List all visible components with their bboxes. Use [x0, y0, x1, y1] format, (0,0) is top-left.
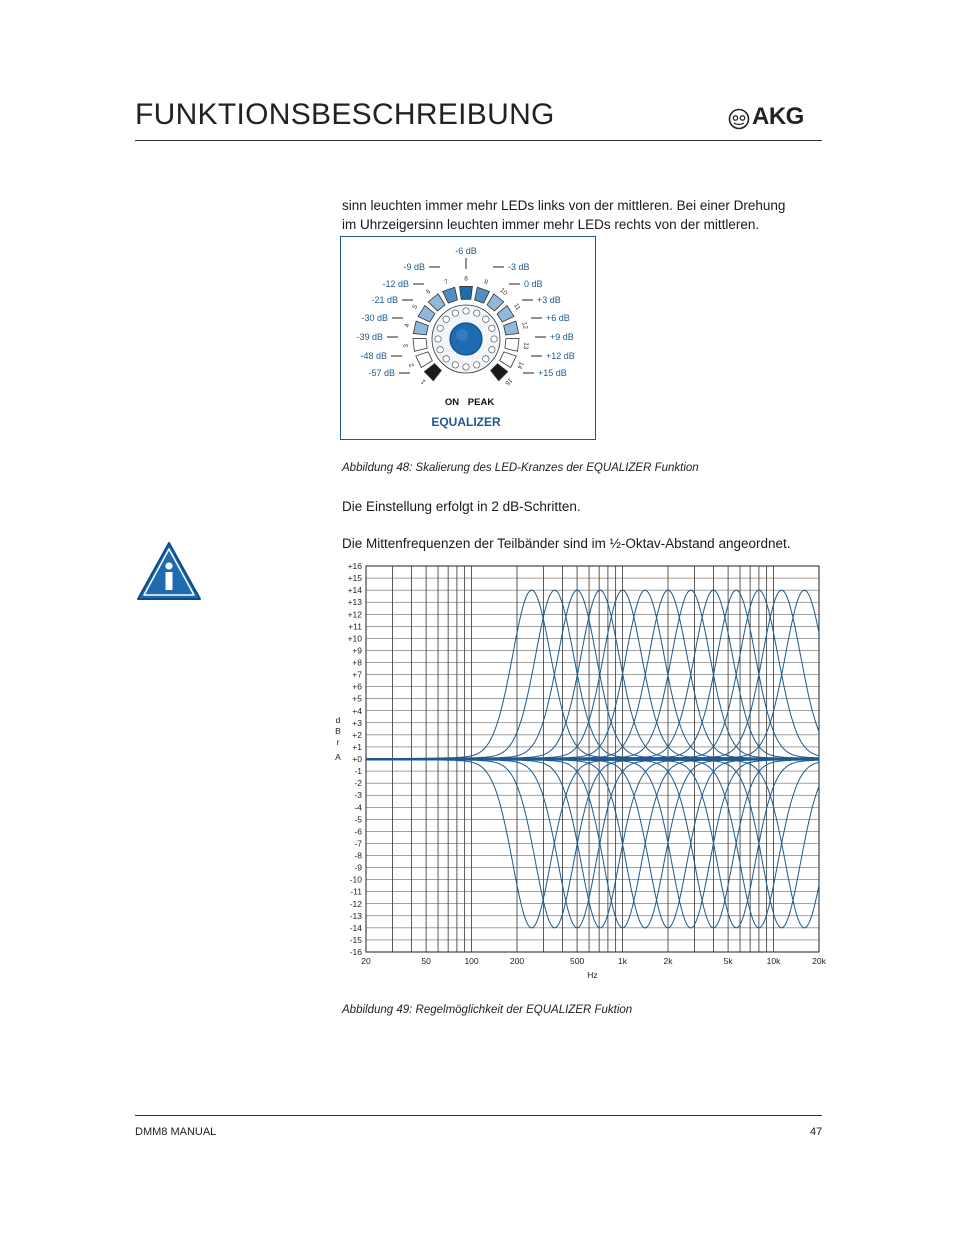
- x-tick-label: 50: [421, 956, 431, 966]
- knob-highlight: [456, 329, 468, 341]
- paragraph-line: sinn leuchten immer mehr LEDs links von der mittleren. Bei einer Drehung: [342, 198, 786, 213]
- led-number-label: 1: [419, 377, 428, 386]
- akg-emblem-icon: [728, 108, 750, 130]
- led-scale-label: -21 dB: [371, 295, 398, 305]
- led-segment: [500, 352, 517, 368]
- y-tick-label: +15: [347, 573, 362, 584]
- y-tick-label: +3: [352, 717, 362, 728]
- y-tick-label: -11: [350, 886, 362, 897]
- led-number-label: 4: [403, 323, 412, 329]
- y-tick-label: +1: [352, 741, 362, 752]
- y-tick-label: -9: [354, 862, 362, 873]
- led-number-label: 3: [402, 343, 411, 348]
- led-scale-label: -30 dB: [361, 313, 388, 323]
- y-tick-label: -16: [349, 947, 362, 957]
- on-label: ON: [444, 397, 460, 408]
- led-number-label: 14: [515, 360, 525, 370]
- x-tick-label: 1k: [618, 956, 628, 966]
- led-segment: [487, 294, 504, 311]
- y-tick-label: +13: [347, 597, 362, 608]
- page-title: FUNKTIONSBESCHREIBUNG: [135, 98, 555, 131]
- led-scale-label: +15 dB: [538, 368, 567, 378]
- led-number-label: 6: [424, 288, 433, 296]
- led-scale-label: -6 dB: [455, 246, 477, 256]
- knob-tooth: [452, 310, 458, 316]
- peak-label: PEAK: [467, 397, 495, 408]
- led-scale-label: +12 dB: [546, 351, 575, 361]
- knob-tooth: [443, 356, 449, 362]
- paragraph-steps: Die Einstellung erfolgt in 2 dB-Schritten.: [342, 499, 581, 514]
- y-tick-label: -7: [354, 838, 362, 849]
- led-number-label: 10: [498, 287, 509, 298]
- led-ring-diagram: [341, 237, 595, 439]
- led-scale-label: +9 dB: [550, 332, 574, 342]
- y-tick-label: -5: [354, 814, 362, 825]
- y-tick-label: -6: [354, 826, 362, 837]
- equalizer-led-ring-figure: [340, 236, 596, 440]
- figure-48-caption: Abbildung 48: Skalierung des LED-Kranzes der EQUALIZER Funktion: [342, 462, 699, 474]
- led-scale-label: -57 dB: [368, 368, 395, 378]
- x-tick-label: 20k: [812, 956, 826, 966]
- y-tick-label: +11: [348, 621, 362, 632]
- x-tick-label: 200: [509, 956, 525, 966]
- led-scale-label: -3 dB: [508, 262, 530, 272]
- knob-tooth: [483, 316, 489, 322]
- knob-tooth: [463, 308, 469, 314]
- y-tick-label: -4: [354, 802, 362, 813]
- y-tick-label: -12: [349, 898, 362, 909]
- knob-tooth: [452, 362, 458, 368]
- y-tick-label: +2: [352, 729, 362, 740]
- y-axis-label-letter: A: [335, 751, 341, 762]
- paragraph-led-description: [342, 196, 785, 234]
- y-tick-label: +14: [347, 585, 362, 596]
- equalizer-response-plot: [330, 556, 830, 986]
- y-tick-label: -1: [354, 766, 362, 777]
- y-tick-label: +7: [352, 669, 362, 680]
- y-tick-label: -2: [354, 778, 362, 789]
- led-scale-label: +6 dB: [546, 313, 570, 323]
- led-number-label: 15: [503, 376, 514, 387]
- y-tick-label: -13: [349, 910, 362, 921]
- y-tick-label: -14: [349, 922, 362, 933]
- led-number-label: 7: [443, 278, 450, 287]
- y-tick-label: +12: [347, 609, 362, 620]
- y-tick-label: +0: [352, 754, 362, 764]
- knob-tooth: [474, 310, 480, 316]
- y-tick-label: +5: [352, 693, 362, 704]
- y-tick-label: +16: [347, 561, 362, 571]
- led-number-label: 11: [512, 302, 522, 312]
- knob-tooth: [437, 325, 443, 331]
- akg-logo-text: AKG: [752, 103, 804, 130]
- led-number-label: 5: [411, 303, 420, 311]
- led-segment: [505, 339, 519, 352]
- x-axis-label: Hz: [587, 970, 598, 980]
- akg-logo: [728, 104, 824, 132]
- header-rule: [135, 140, 822, 141]
- led-segment: [443, 287, 458, 303]
- footer-manual-name: DMM8 MANUAL: [135, 1126, 217, 1138]
- led-scale-label: -39 dB: [356, 332, 383, 342]
- knob-tooth: [437, 347, 443, 353]
- knob-tooth: [483, 356, 489, 362]
- y-tick-label: +8: [352, 657, 362, 668]
- led-segment: [428, 294, 445, 311]
- x-tick-label: 2k: [663, 956, 673, 966]
- led-number-label: 12: [520, 321, 529, 330]
- knob-tooth: [474, 362, 480, 368]
- y-tick-label: +10: [347, 633, 362, 644]
- paragraph-line: im Uhrzeigersinn leuchten immer mehr LEDs rechts von der mittleren.: [342, 217, 760, 232]
- knob-tooth: [489, 347, 495, 353]
- y-axis-label-letter: d: [335, 714, 341, 725]
- y-tick-label: -15: [349, 934, 362, 945]
- led-segment: [460, 286, 473, 299]
- knob-tooth: [489, 325, 495, 331]
- y-tick-label: +4: [352, 705, 362, 716]
- led-segment: [413, 339, 427, 352]
- led-segment: [504, 321, 519, 335]
- led-segment: [475, 287, 490, 303]
- equalizer-label: EQUALIZER: [431, 415, 501, 429]
- x-tick-label: 5k: [723, 956, 733, 966]
- led-segment: [491, 364, 508, 381]
- led-segment: [424, 364, 441, 381]
- y-tick-label: +9: [352, 645, 362, 656]
- knob-tooth: [491, 336, 497, 342]
- led-number-label: 8: [464, 275, 468, 283]
- led-number-label: 13: [521, 341, 530, 350]
- y-tick-label: -10: [349, 874, 362, 885]
- page-number: 47: [810, 1126, 823, 1138]
- equalizer-response-chart: [330, 556, 830, 986]
- y-tick-label: -3: [354, 790, 362, 801]
- x-tick-label: 100: [464, 956, 479, 966]
- knob-tooth: [435, 336, 441, 342]
- x-tick-label: 500: [569, 956, 585, 966]
- figure-49-caption: Abbildung 49: Regelmöglichkeit der EQUALIZER Fuktion: [342, 1004, 633, 1016]
- led-scale-label: -12 dB: [382, 279, 409, 289]
- led-segment: [413, 321, 428, 335]
- led-number-label: 9: [482, 278, 489, 287]
- led-scale-label: -48 dB: [360, 351, 387, 361]
- knob-tooth: [443, 316, 449, 322]
- led-segment: [416, 352, 433, 368]
- x-tick-label: 20: [361, 956, 371, 966]
- led-scale-label: +3 dB: [537, 295, 561, 305]
- led-scale-label: 0 dB: [524, 279, 543, 289]
- led-scale-label: -9 dB: [403, 262, 425, 272]
- led-segment: [497, 306, 514, 322]
- y-axis-label-letter: B: [335, 725, 341, 736]
- y-tick-label: -8: [354, 850, 362, 861]
- led-segment: [418, 306, 435, 322]
- paragraph-frequencies: Die Mittenfrequenzen der Teilbänder sind im ½-Oktav-Abstand angeordnet.: [342, 536, 791, 551]
- info-icon: [135, 540, 203, 602]
- footer-rule: [135, 1115, 822, 1116]
- led-number-label: 2: [408, 361, 416, 369]
- knob-tooth: [463, 364, 469, 370]
- x-tick-label: 10k: [766, 956, 781, 966]
- y-tick-label: +6: [352, 681, 362, 692]
- y-axis-label-letter: r: [336, 736, 340, 747]
